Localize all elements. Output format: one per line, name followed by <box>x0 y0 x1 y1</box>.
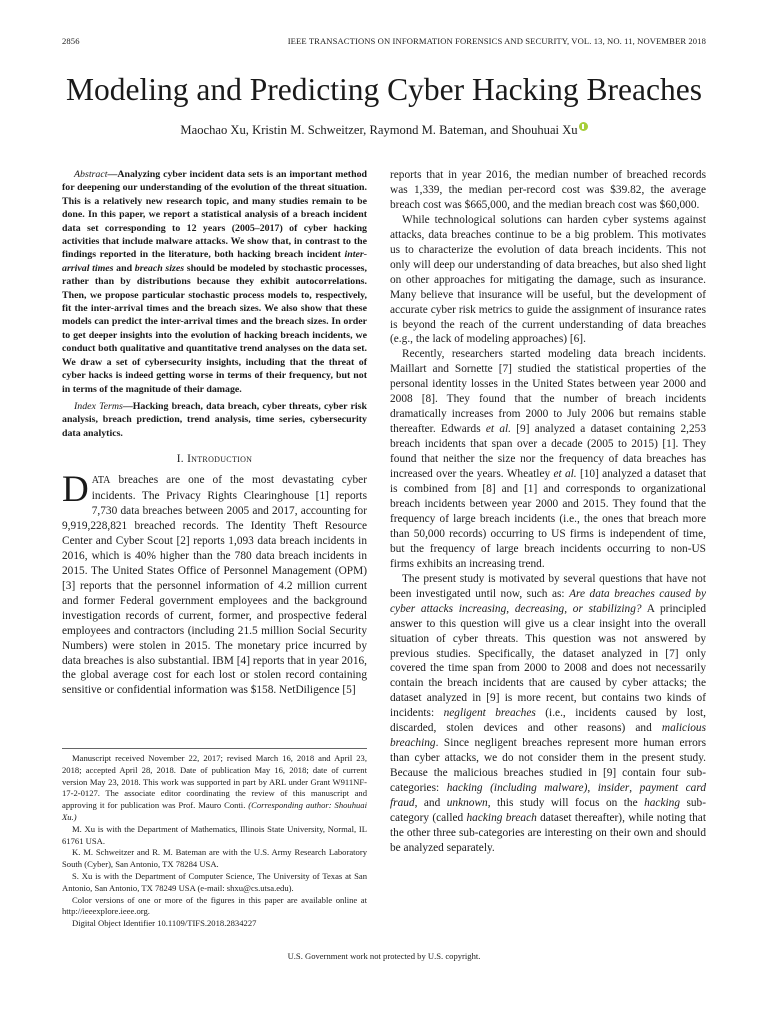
footnote-affiliation-3: S. Xu is with the Department of Computer Science, The University of Texas at San Antonio, San Antonio, TX 78249 USA (e-mail: shxu@cs.utsa.edu). <box>62 870 367 893</box>
corresponding-author: (Corresponding author: Shouhuai Xu.) <box>62 800 367 822</box>
research-question: Are data breaches caused by cyber attacks increasing, decreasing, or stabilizing? <box>390 587 706 615</box>
orcid-icon[interactable] <box>579 122 588 131</box>
running-header <box>62 36 706 50</box>
study-text-3: (i.e., incidents caused by lost, discarded, stolen devices and other reasons) and <box>390 707 706 735</box>
study-text-1: The present study is motivated by several questions that have not been investigated until now, such as: <box>390 572 706 600</box>
journal-name: IEEE TRANSACTIONS ON INFORMATION FORENSICS AND SECURITY, VOL. 13, NO. 11, NOVEMBER 2018 <box>287 36 706 46</box>
footnote-affiliation-2: K. M. Schweitzer and R. M. Bateman are with the U.S. Army Research Laboratory South (Cyber), San Antonio, TX 78284 USA. <box>62 847 367 870</box>
related-text-1: Recently, researchers started modeling data breach incidents. Maillart and Sornette [7] studied the statistical properties of the personal identity losses in the United States between year 2000 and 2008 [8]. They found that the number of breach incidents dramatically increases from 2000 to July 2006 but remains stable thereafter. Edwards <box>390 348 706 436</box>
study-text-2: A principled answer to this question will give us a clear insight into the overall situation of cyber threats. This question was not answered by previous studies. Specifically, the dataset analyzed in [7] only covered the time span from 2000 to 2008 and does not necessarily contain the breach incidents that are caused by cyber attacks; the dataset analyzed in [9] is more recent, but contains two kinds of incidents: <box>390 602 706 720</box>
author-names: Maochao Xu, Kristin M. Schweitzer, Raymond M. Bateman, and Shouhuai Xu <box>180 123 578 137</box>
term-payment-card-fraud: payment card fraud <box>390 782 707 810</box>
abstract-label: Abstract <box>74 169 108 180</box>
footnote-manuscript-text: Manuscript received November 22, 2017; revised March 16, 2018 and April 23, 2018; accepted April 28, 2018. Date of publication May 16, 2018; date of current version May 23, 2018. This work was supported in part by ARL under Grant W911NF-17-2-0127. The associate editor coordinating the review of this manuscript and approving it for publication was Prof. Mauro Conti. <box>62 753 367 811</box>
section-number: I. <box>176 453 184 466</box>
section-title: Introduction <box>187 453 253 466</box>
term-insider: insider <box>597 782 630 795</box>
index-terms-label: Index Terms <box>74 400 123 412</box>
study-text-5: , this study will focus on the <box>487 797 645 810</box>
lead-word: ATA <box>91 475 111 487</box>
footnote-color: Color versions of one or more of the figures in this paper are available online at http://ieeexplore.ieee.org. <box>62 894 367 917</box>
term-hacking-malware: hacking (including malware) <box>446 782 588 795</box>
study-text-4: . Since negligent breaches represent more human errors than cyber attacks, we do not consider them in the present study. Because the malicious breaches studied in [9] contain four sub-categories: <box>390 737 706 795</box>
copyright-footer: U.S. Government work not protected by U.S. copyright. <box>287 951 481 961</box>
et-al-2: et al. <box>553 468 577 481</box>
author-line <box>0 122 768 138</box>
index-terms <box>62 400 367 440</box>
study-text-6: sub-category (called <box>390 797 706 824</box>
abstract-text-1: Analyzing cyber incident data sets is an important method for deepening our understanding of the evolution of the threat situation. This is a relatively new research topic, and many studies remain to be done. In this paper, we report a statistical analysis of a breach incident data set corresponding to 12 years (2005–2017) of cyber hacking activities that include malware attacks. We show that, in contrast to the findings reported in the literature, both hacking breach incident <box>62 169 367 261</box>
sep-1: , <box>587 782 598 795</box>
right-column <box>390 168 706 856</box>
term-negligent-breaches: negligent breaches <box>443 707 536 720</box>
intro-paragraph <box>62 469 367 698</box>
footnote-affiliation-1: M. Xu is with the Department of Mathematics, Illinois State University, Normal, IL 61761 USA. <box>62 823 367 846</box>
abstract-em-breach-sizes: breach sizes <box>134 262 185 274</box>
paragraph-present-study <box>390 572 706 856</box>
term-unknown: unknown <box>446 797 488 810</box>
drop-cap: D <box>62 469 89 511</box>
intro-text: breaches are one of the most devastating cyber incidents. The Privacy Rights Clearinghouse [1] reports 7,730 data breaches between 2005 and 2017, accounting for 9,919,228,821 breached records. The Identity Theft Resource Center and Cyber Scout [2] reports 1,093 data breach incidents in 2016, which is 40% higher than the 780 data breach incidents in 2015. The United States Office of Personnel Management (OPM) [3] reports that the personnel information of 4.2 million current and former Federal government employees and the background investigation records of current, former, and prospective federal employees and contractors (including 21.5 million Social Security Numbers) were stolen in 2015. The monetary price incurred by data breaches is also substantial. IBM [4] reports that in year 2016, the global average cost for each lost or stolen record containing sensitive or confidential information was $158. NetDiligence [5] <box>62 474 367 697</box>
et-al-1: et al. <box>485 423 511 436</box>
paragraph-related-work <box>390 347 706 571</box>
abstract-dash: — <box>107 169 118 180</box>
footnotes <box>62 748 367 930</box>
left-column <box>62 168 367 698</box>
study-text-7: dataset thereafter), while noting that the other three sub-categories are interesting on their own and should be analyzed separately. <box>390 811 706 854</box>
index-terms-dash: — <box>122 400 133 412</box>
index-terms-text: Hacking breach, data breach, cyber threats, cyber risk analysis, breach prediction, trend analysis, time series, cybersecurity data analytics. <box>62 400 367 439</box>
paragraph-motivation: While technological solutions can harden cyber systems against attacks, data breaches continue to be a big problem. This motivates us to characterize the evolution of data breach incidents. This not only will deep our understanding of data breaches, but also shed light on other approaches for mitigating the damage, such as insurance. Many believe that insurance will be useful, but the development of accurate cyber risk metrics to guide the assignment of insurance rates is beyond the reach of the current understanding of data breaches (e.g., the lack of modeling approaches) [6]. <box>390 213 706 346</box>
paragraph-continued: reports that in year 2016, the median number of breached records was 1,339, the median per-record cost was $39.82, the average breach cost was $665,000, and the median breach cost was $60,000. <box>390 169 706 211</box>
term-hacking-breach: hacking breach <box>466 811 537 824</box>
term-malicious-breaching: malicious breaching <box>390 722 706 750</box>
footnote-doi: Digital Object Identifier 10.1109/TIFS.2018.2834227 <box>72 918 257 929</box>
paper-title: Modeling and Predicting Cyber Hacking Breaches <box>66 72 702 107</box>
abstract-em-inter-arrival: inter-arrival times <box>62 249 367 274</box>
sep-3: , and <box>414 797 447 810</box>
abstract-text-3: should be modeled by stochastic processes, rather than by distributions because they exhibit autocorrelations. Then, we propose particular stochastic process models to, respectively, fit the inter-arrival times and the breach sizes. We also show that these models can predict the inter-arrival times and the breach sizes. In order to get deeper insights into the evolution of hacking breach incidents, we conduct both qualitative and quantitative trend analyses on the data set. We draw a set of cybersecurity insights, including that the threat of cyber hacks is indeed getting worse in terms of their frequency, but not in terms of the magnitude of their damage. <box>62 262 367 395</box>
page-number: 2856 <box>62 36 80 46</box>
section-heading <box>62 452 367 467</box>
abstract <box>62 168 367 396</box>
related-text-3: [10] analyzed a dataset that is combined from [8] and [1] and corresponds to organizational breach incidents between year 2000 and 2015. They found that the frequency of large breach incidents (i.e., the ones that breach more than 50,000 records) occurring to US firms is independent of time, but the frequency of large breach incidents occurring to non-US firms exhibits an increasing trend. <box>390 468 706 570</box>
sep-2: , <box>629 782 640 795</box>
footnote-manuscript <box>62 753 367 824</box>
abstract-text-2: and <box>113 262 135 274</box>
related-text-2: [9] analyzed a dataset containing 2,253 breach incidents that span over a decade (2005 to 2015) [1]. They found that neither the size nor the frequency of data breaches has increased over the years. Wheatley <box>390 423 706 481</box>
term-hacking: hacking <box>644 797 680 810</box>
